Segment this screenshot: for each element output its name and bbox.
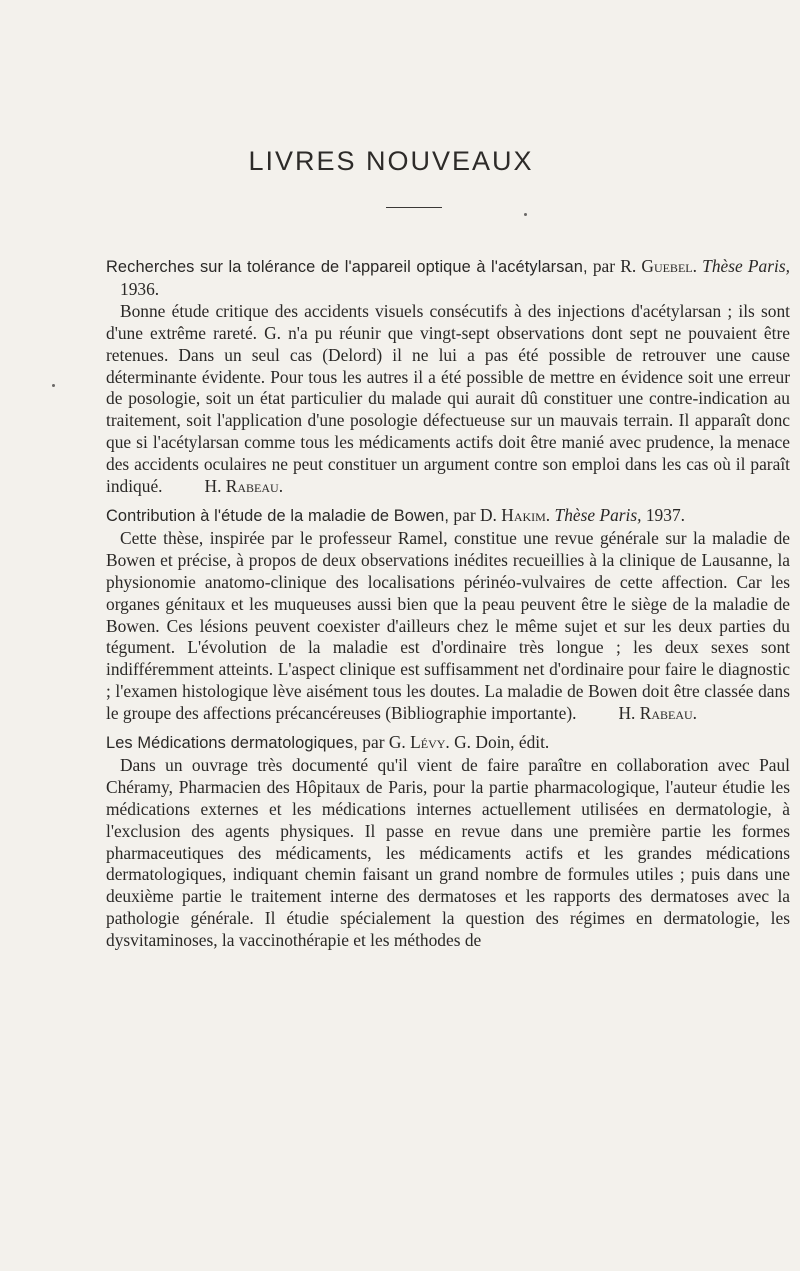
review-by: par: [362, 732, 385, 753]
section-heading: LIVRES NOUVEAUX: [248, 146, 534, 176]
review-body: [106, 755, 790, 952]
review-title: Contribution à l'étude de la maladie de Bowen,: [106, 506, 450, 525]
review-by: par: [592, 256, 616, 276]
print-speck: [524, 213, 527, 216]
review-title: Recherches sur la tolérance de l'appareil optique à l'acétylarsan,: [106, 258, 588, 276]
review-heading: [106, 256, 790, 301]
book-page: [106, 0, 790, 1271]
review-list: [106, 256, 790, 959]
review-entry-acetylarsan: [106, 256, 790, 498]
review-source: G. Doin, édit.: [454, 732, 550, 753]
review-body-text: Cette thèse, inspirée par le professeur Ramel, constitue une revue générale sur la maladie de Bowen et précise, à propos de deux observations inédites recueillies à la clinique de Lausanne, la physionomie anatomo-clinique des localisations périnéo-vulvaires de cette affection. Car les organes génitaux et les muqueuses aussi bien que la peau peuvent être le siège de la maladie de Bowen. Ces lésions peuvent coexister d'ailleurs chez le même sujet et sur les deux parties du tégument. L'évolution de la maladie est d'ordinaire très longue ; les deux sexes sont indifféremment atteints. L'aspect clinique est suffisamment net d'ordinaire pour faire le diagnostic ; l'examen histologique lève aisément tous les doutes. La maladie de Bowen doit être classée dans le groupe des affections précancéreuses (Bibliographie importante).: [106, 527, 790, 724]
review-body-text: Dans un ouvrage très documenté qu'il vient de faire paraître en collaboration avec Paul Chéramy, Pharmacien des Hôpitaux de Paris, pour la partie pharmacologique, l'auteur étudie les médications externes et les médications internes actuellement utilisées en dermatologie, à l'exclusion des agents physiques. Il passe en revue dans une première partie les formes pharmaceutiques des médicaments, les médicaments actifs et les grandes médications dermatologiques, indiquant chemin faisant un grand nombre de formules utiles ; puis dans une deuxième partie le traitement interne des dermatoses et les rapports des dermatoses avec la pathologie générale. Il étudie spécialement la question des régimes en dermatologie, les dysvitaminoses, la vaccinothérapie et les méthodes de: [106, 754, 790, 951]
review-year: 1937.: [645, 504, 685, 525]
review-body: [106, 301, 790, 498]
review-author: G. Lévy.: [388, 732, 450, 753]
review-heading: [106, 732, 790, 755]
review-by: par: [453, 504, 476, 525]
review-year: 1936.: [120, 278, 160, 299]
heading-rule: [386, 207, 442, 208]
review-source: Thèse Paris,: [554, 504, 642, 525]
review-source: Thèse Paris,: [702, 256, 790, 276]
print-speck: [52, 384, 55, 387]
review-author: R. Guebel.: [620, 256, 697, 276]
review-author: D. Hakim.: [480, 504, 551, 525]
review-entry-bowen: [106, 505, 790, 725]
review-body: [106, 528, 790, 725]
review-heading: [106, 505, 790, 528]
review-title: Les Médications dermatologiques,: [106, 734, 358, 753]
review-signature: H. Rabeau.: [204, 476, 284, 497]
review-body-text: Bonne étude critique des accidents visuels consécutifs à des injections d'acétylarsan ; ils sont d'une extrême rareté. G. n'a pu réunir que vingt-sept observations dont sept ne pouvaient être retenues. Dans un seul cas (Delord) il ne lui a pas été possible de retrouver une cause déterminante évidente. Pour tous les autres il a été possible de mettre en évidence soit une erreur de posologie, soit un état particulier du malade qui aurait dû constituer une contre-indication au traitement, soit l'application d'une posologie défectueuse sur un mauvais terrain. Il apparaît donc que si l'acétylarsan comme tous les médicaments actifs doit être manié avec prudence, la menace des accidents oculaires ne peut constituer un argument contre son emploi dans les cas où il paraît indiqué.: [106, 300, 790, 497]
review-entry-medications: [106, 732, 790, 952]
review-signature: H. Rabeau.: [618, 703, 698, 724]
